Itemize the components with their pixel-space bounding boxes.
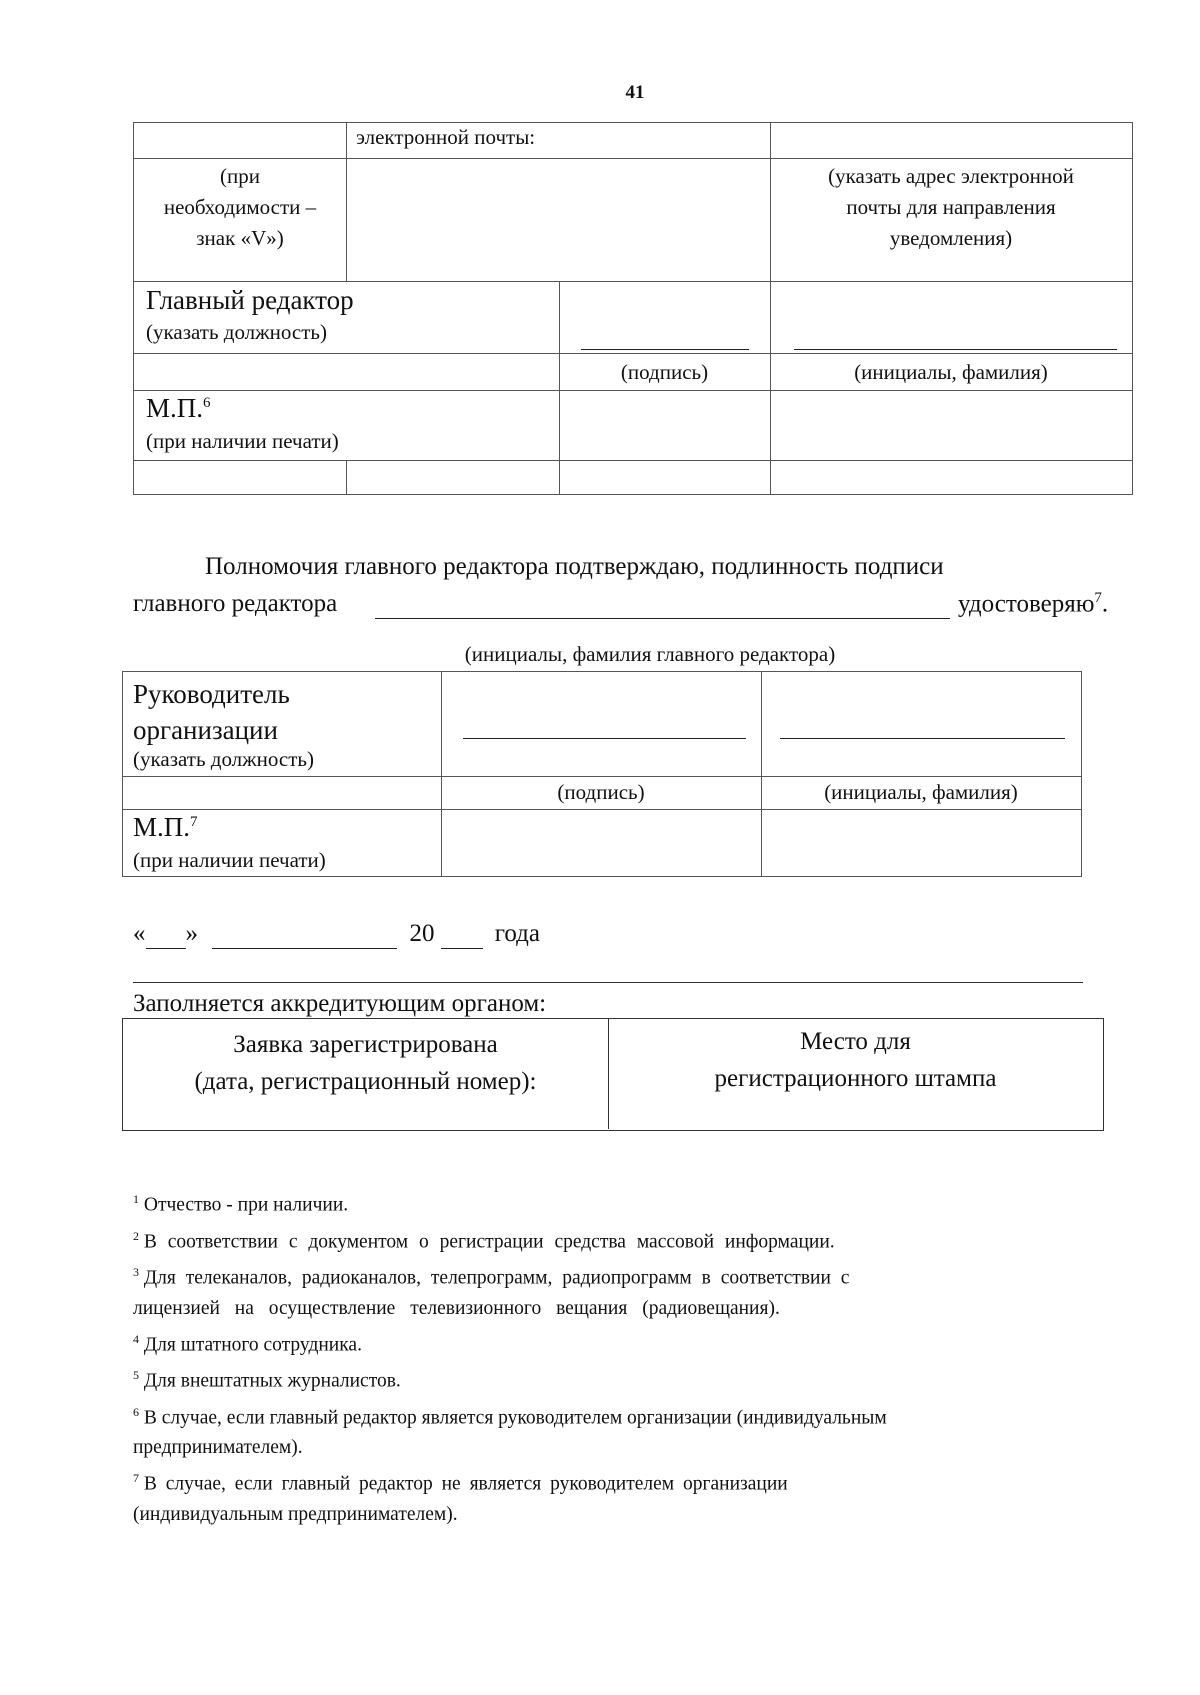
table-rule: [123, 809, 1081, 810]
stamp-note: (при наличии печати): [133, 848, 326, 872]
date-line: « » 20 года: [133, 920, 540, 947]
name-caption: (инициалы, фамилия): [854, 360, 1048, 384]
section-separator: [133, 982, 1083, 983]
editor-name-line: [375, 618, 950, 619]
confirmation-line2-start: главного редактора: [133, 590, 338, 617]
checkbox-note: (при необходимости – знак «V»): [163, 164, 317, 250]
email-note: (указать адрес электронной почты для направления уведомления): [828, 164, 1074, 250]
registration-info: Заявка зарегистрирована (дата, регистрационный номер):: [194, 1031, 537, 1095]
footnote-continuation: предпринимателем).: [133, 1437, 303, 1458]
table-rule: [346, 460, 347, 495]
table-rule: [761, 672, 762, 876]
filled-by-label: Заполняется аккредитующим органом:: [133, 990, 547, 1017]
page-number: 41: [625, 82, 645, 103]
signature-caption: (подпись): [557, 780, 645, 804]
table-rule: [346, 123, 347, 281]
month-blank: [212, 920, 397, 949]
table-rule: [770, 123, 771, 158]
table-rule: [134, 158, 1132, 159]
confirmation-line2-end: удостоверяю$^7$.: [958, 590, 1109, 618]
signature-caption: (подпись): [620, 360, 709, 384]
footnote-continuation: лицензией на осуществление телевизионного вещания (радиовещания).: [133, 1297, 780, 1319]
footnotes: [133, 1184, 1093, 1530]
name-caption: (инициалы, фамилия): [824, 780, 1018, 804]
table-rule: [441, 672, 442, 876]
organization-head-label: Руководитель организации: [133, 679, 290, 745]
editor-name-caption: (инициалы, фамилия главного редактора): [464, 642, 836, 666]
stamp-place: Место для регистрационного штампа: [714, 1028, 997, 1092]
day-blank: [146, 920, 186, 949]
footnote: $^6$ В случае, если главный редактор является руководителем организации (индивидуальным: [133, 1404, 887, 1428]
specify-position-note: (указать должность): [146, 320, 328, 344]
stamp-label: М.П.$^7$: [133, 812, 198, 842]
specify-position-note: (указать должность): [133, 747, 315, 771]
table-rule: [134, 460, 1132, 461]
table-rule: [134, 390, 1132, 391]
signature-line: [581, 349, 749, 350]
email-label: электронной почты:: [356, 125, 536, 149]
footnote: $^7$ В случае, если главный редактор не является руководителем организации: [133, 1471, 788, 1495]
head-signature-table: [122, 671, 1082, 877]
table-rule: [559, 281, 560, 495]
footnote: $^5$ Для внештатных журналистов.: [133, 1368, 401, 1392]
table-rule: [134, 353, 1132, 354]
footnote: $^4$ Для штатного сотрудника.: [133, 1331, 362, 1355]
stamp-label: М.П.$^6$: [146, 393, 211, 423]
year-blank: [441, 920, 483, 949]
stamp-note: (при наличии печати): [146, 429, 339, 453]
footnote: $^1$ Отчество - при наличии.: [133, 1192, 349, 1216]
registration-box: [122, 1018, 1104, 1131]
footnote: $^2$ В соответствии с документом о регистрации средства массовой информации.: [133, 1228, 835, 1252]
confirmation-line1: Полномочия главного редактора подтверждаю, подлинность подписи: [205, 553, 944, 580]
footnote: $^3$ Для телеканалов, радиоканалов, телепрограмм, радиопрограмм в соответствии с: [133, 1265, 850, 1289]
editor-signature-table: [133, 122, 1133, 495]
footnote-continuation: (индивидуальным предпринимателем).: [133, 1503, 458, 1525]
chief-editor-label: Главный редактор: [146, 285, 354, 315]
signature-line: [463, 738, 746, 739]
name-line: [794, 349, 1117, 350]
name-line: [780, 738, 1065, 739]
table-rule: [134, 281, 1132, 282]
